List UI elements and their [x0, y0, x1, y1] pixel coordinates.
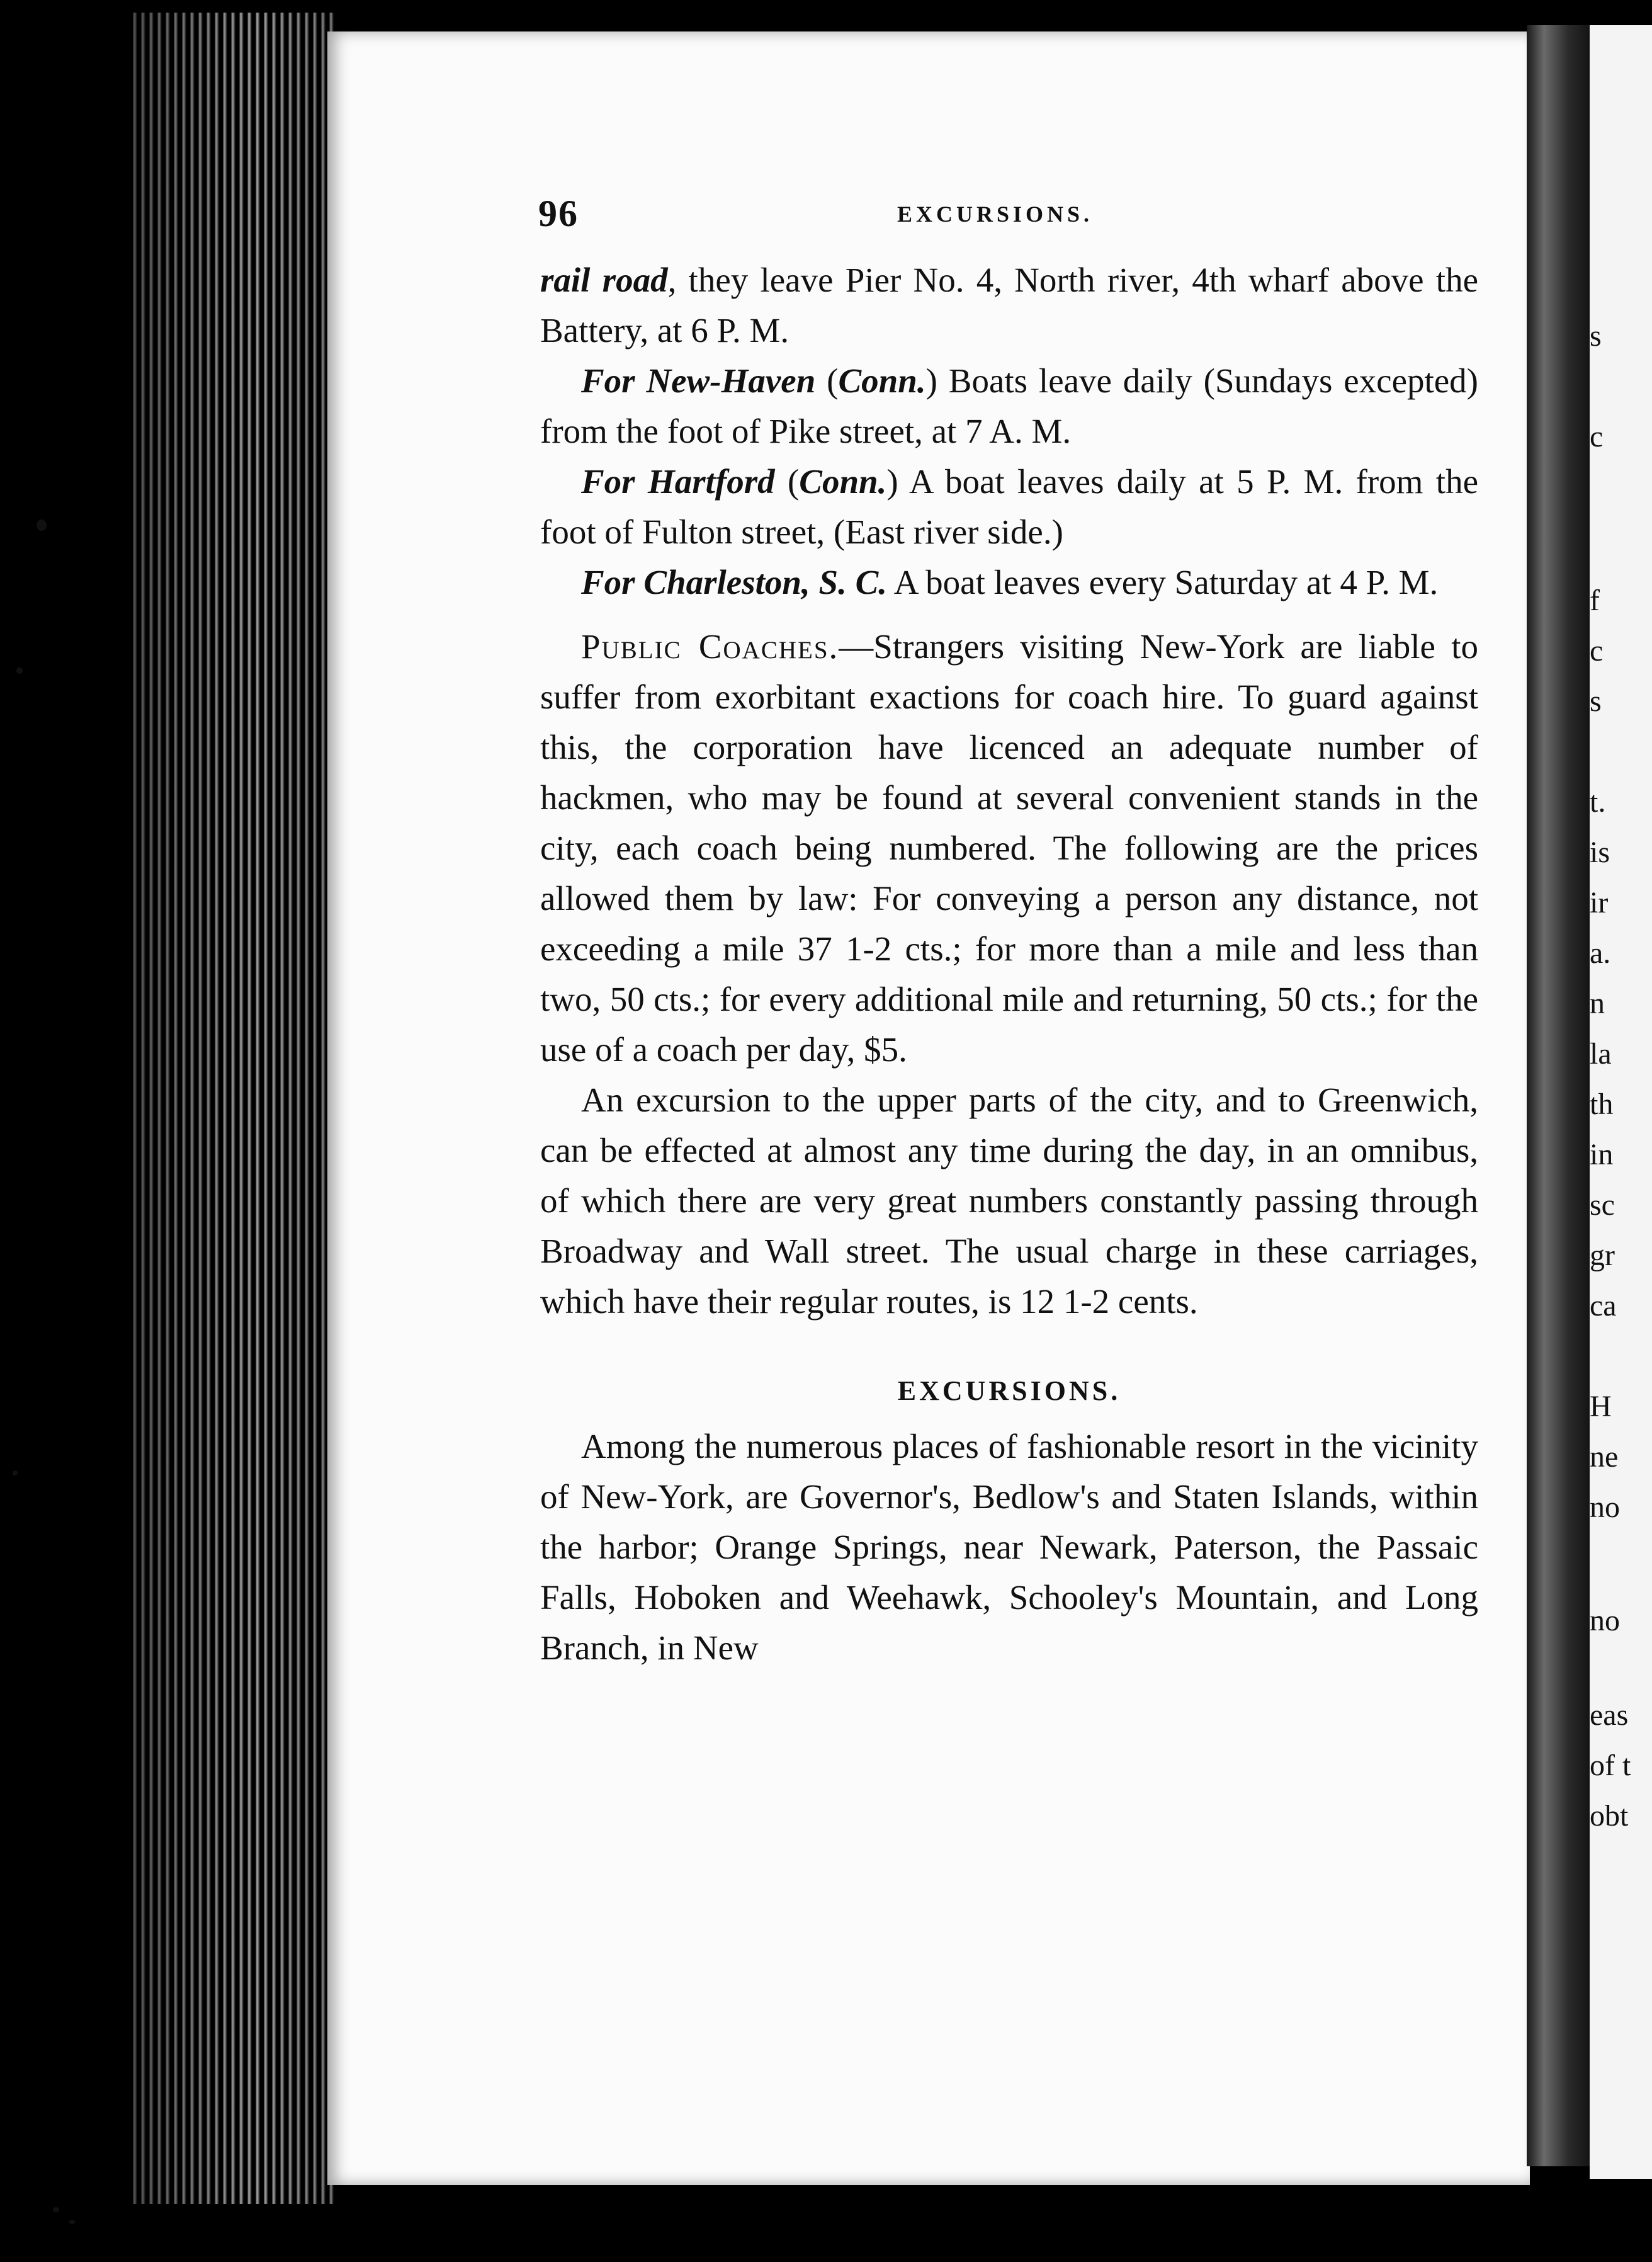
paragraph-charleston: [540, 557, 1478, 608]
text-run: An excursion to the upper parts of the city, and to Greenwich, can be effected at almost any time during the day, in an omnibus, of which there are very great numbers constantly passing through Broadway and Wall street. The usual charge in these carriages, which have their regular routes, is 12 1-2 cents.: [540, 1081, 1478, 1321]
scan-speck: [16, 668, 23, 674]
facing-fragment: sc: [1590, 1188, 1615, 1222]
scan-speck: [37, 520, 47, 531]
paragraph-omnibus: [540, 1075, 1478, 1327]
facing-fragment: n: [1590, 987, 1605, 1020]
facing-fragment: ca: [1590, 1289, 1617, 1322]
facing-fragment: obt: [1590, 1799, 1629, 1833]
facing-fragment: f: [1590, 584, 1600, 617]
facing-fragment: ne: [1590, 1440, 1619, 1474]
facing-fragment: t.: [1590, 785, 1606, 819]
facing-fragment: th: [1590, 1088, 1614, 1121]
text-run: For Hartford: [581, 462, 775, 501]
text-run: Public Coaches.: [581, 627, 839, 666]
facing-fragment: is: [1590, 836, 1610, 869]
text-run: (: [774, 462, 800, 501]
text-run: , they leave Pier No. 4, North river, 4th wharf above the Battery, at 6 P. M.: [540, 261, 1478, 350]
paragraph-rail-road: [540, 255, 1478, 356]
facing-fragment: no: [1590, 1604, 1620, 1637]
facing-fragment: in: [1590, 1138, 1614, 1171]
book-gutter: [1527, 25, 1596, 2166]
running-title: EXCURSIONS.: [897, 202, 1094, 227]
text-run: For New-Haven: [581, 361, 816, 400]
facing-fragment: s: [1590, 319, 1602, 353]
facing-fragment: ir: [1590, 886, 1609, 919]
text-run: —Strangers visiting New-York are liable to suffer from exorbitant exactions for coach hire. To guard against this, the corporation have licenced an adequate number of hackmen, who may be found at several convenient stands in the city, each coach being numbered. The following are the prices allowed them by law: For conveying a person any distance, not exceeding a mile 37 1-2 cts.; for more than a mile and less than two, 50 cts.; for every additional mile and returning, 50 cts.; for the use of a coach per day, $5.: [540, 627, 1478, 1069]
section-heading: EXCURSIONS.: [897, 1375, 1121, 1406]
paragraph-new-haven: [540, 356, 1478, 457]
facing-page: [1590, 25, 1652, 2179]
page-edges-shade: [129, 13, 337, 2204]
paragraph-public-coaches: [540, 622, 1478, 1075]
facing-fragment: eas: [1590, 1698, 1629, 1732]
page-body: [540, 255, 1478, 1673]
text-run: ) A boat leaves daily at 5 P. M. from the foot of Fulton street, (East river side.): [540, 462, 1478, 551]
paragraph-hartford: [540, 457, 1478, 557]
facing-fragment: no: [1590, 1491, 1620, 1524]
text-run: rail road: [540, 261, 668, 299]
scan-speck: [13, 1470, 18, 1475]
facing-fragment: s: [1590, 685, 1602, 718]
facing-fragment: la: [1590, 1037, 1612, 1071]
facing-fragment: a.: [1590, 936, 1611, 970]
text-run: For Charleston, S. C.: [581, 563, 888, 601]
scan-speck: [53, 2207, 59, 2212]
text-run: Conn.: [799, 462, 887, 501]
scan-speck: [69, 2220, 75, 2224]
facing-fragment: H: [1590, 1390, 1612, 1423]
paragraph-excursions: Among the numerous places of fashionable resort in the vicinity of New-York, are Governor's, Bedlow's and Staten Islands, within the harbor; Orange Springs, near Newark, Paterson, the Passaic Falls, Hoboken and Weehawk, Schooley's Mountain, and Long Branch, in New: [540, 1427, 1478, 1667]
facing-fragment: gr: [1590, 1239, 1615, 1272]
facing-fragment: c: [1590, 634, 1604, 668]
text-run: A boat leaves every Saturday at 4 P. M.: [887, 563, 1439, 601]
text-run: ) Boats leave daily (Sundays excepted) from the foot of Pike street, at 7 A. M.: [540, 361, 1478, 450]
page-number: 96: [538, 193, 579, 234]
text-run: (: [815, 361, 839, 400]
running-head: [538, 192, 1502, 236]
facing-fragment: c: [1590, 420, 1604, 453]
text-run: Conn.: [838, 361, 926, 400]
facing-fragment: of t: [1590, 1749, 1631, 1782]
